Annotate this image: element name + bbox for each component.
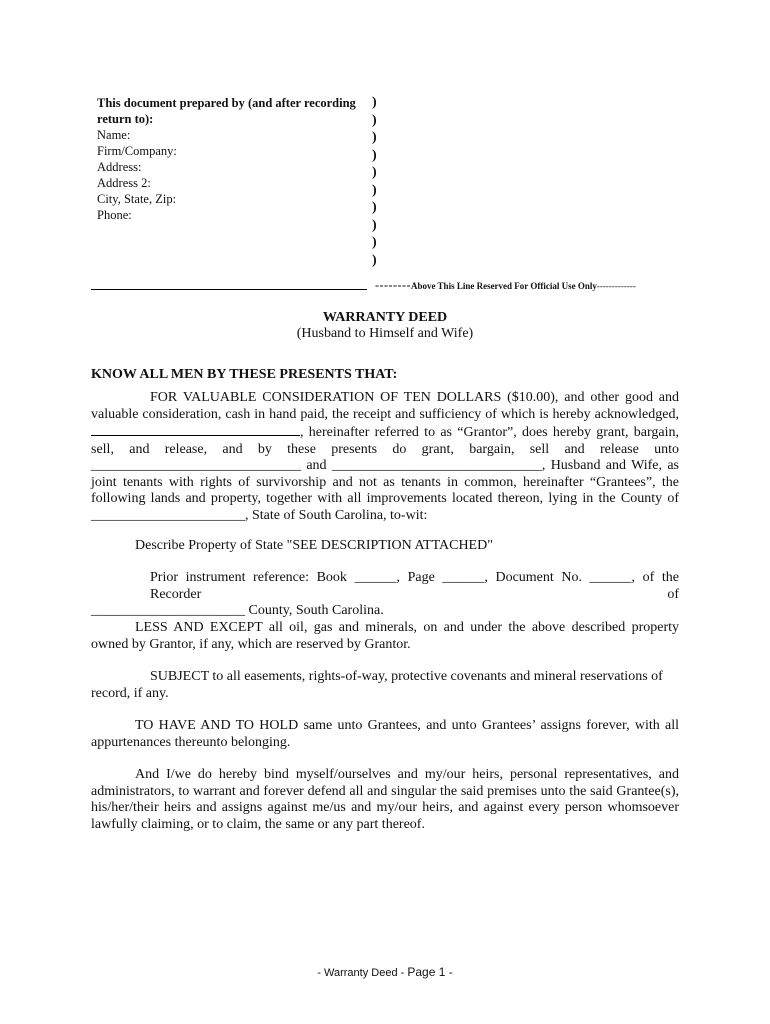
consideration-line-1: FOR VALUABLE CONSIDERATION OF TEN DOLLARS ($10.00), and other good and xyxy=(150,390,679,405)
paren: ) xyxy=(372,147,377,163)
consideration-line-5 xyxy=(91,458,679,475)
state-clause: , State of South Carolina, to-wit: xyxy=(245,507,428,523)
grantee-husband-blank[interactable]: ______________________________ xyxy=(91,458,301,473)
field-firm-label: Firm/Company: xyxy=(97,144,177,158)
prior-instrument-paragraph xyxy=(91,570,679,620)
field-name-label: Name: xyxy=(97,128,131,142)
preparer-signature-line xyxy=(91,289,367,290)
consideration-line-2: valuable consideration, cash in hand paid, the receipt and sufficiency of which is hereby acknowledged, xyxy=(91,406,679,422)
field-city-state-zip-label: City, State, Zip: xyxy=(97,192,177,206)
page-footer xyxy=(0,965,770,979)
subject-to-line-2: record, if any. xyxy=(91,685,169,701)
prior-county-clause: County, South Carolina. xyxy=(245,603,384,618)
reserved-dashes: -------- xyxy=(375,278,411,292)
grantor-name-blank[interactable] xyxy=(91,423,300,436)
consideration-paragraph xyxy=(91,390,679,524)
field-phone-label: Phone: xyxy=(97,208,132,222)
paren: ) xyxy=(372,217,377,233)
prior-county-blank[interactable]: ______________________ xyxy=(91,603,245,618)
grantor-clause: , hereinafter referred to as “Grantor”, does hereby grant, bargain, xyxy=(300,425,679,440)
document-title: WARRANTY DEED xyxy=(322,310,448,325)
intro-heading: KNOW ALL MEN BY THESE PRESENTS THAT: xyxy=(91,367,398,382)
return-to-heading: return to): xyxy=(97,112,154,126)
paren: ) xyxy=(372,165,377,180)
consideration-line-3 xyxy=(91,423,679,442)
describe-property-line: Describe Property of State "SEE DESCRIPTION ATTACHED" xyxy=(135,538,493,553)
field-address2-label: Address 2: xyxy=(97,176,151,190)
husband-wife-clause: , Husband and Wife, as xyxy=(541,458,679,473)
paren: ) xyxy=(372,252,377,268)
paren: ) xyxy=(372,235,377,250)
county-blank[interactable]: ______________________ xyxy=(91,507,245,523)
grantee-wife-blank[interactable]: ______________________________ xyxy=(331,458,542,473)
parenthesis-column xyxy=(372,94,377,269)
consideration-line-4: sell, and release, and by these presents do grant, bargain, sell and release unto xyxy=(91,441,679,457)
prior-instrument-line-1: Prior instrument reference: Book ______, Page ______, Document No. ______, of the Recorder of xyxy=(150,570,679,602)
paren: ) xyxy=(372,182,377,198)
paren: ) xyxy=(372,130,377,145)
and-word: and xyxy=(301,458,332,473)
preparer-block xyxy=(97,95,367,223)
footer-label: - Warranty Deed - xyxy=(317,967,408,979)
consideration-line-6: joint tenants with rights of survivorship and not as tenants in common, hereinafter “Grantees”, the xyxy=(91,474,679,490)
less-and-except-paragraph: LESS AND EXCEPT all oil, gas and minerals, on and under the above described property owned by Grantor, if any, which are reserved by Grantor. xyxy=(91,620,679,652)
prior-instrument-line-2 xyxy=(91,603,679,620)
paren: ) xyxy=(372,95,377,110)
consideration-line-7: following lands and property, together with all improvements located thereon, lying in the County of xyxy=(91,491,679,506)
reserved-text: Above This Line Reserved For Official Use Only xyxy=(410,281,597,291)
footer-page-number: Page 1 - xyxy=(407,965,453,979)
consideration-line-8 xyxy=(91,508,679,525)
warranty-paragraph: And I/we do hereby bind myself/ourselves and my/our heirs, personal representatives, and administrators, to warrant and forever defend all and singular the said premises unto the said Grantee(s), his/her/their heirs and assigns against me/us and my/our heirs, and against every person whomsoever lawfully claiming, or to claim, the same or any part thereof. xyxy=(91,767,679,832)
reserved-official-use-notice xyxy=(375,278,636,293)
document-subtitle: (Husband to Himself and Wife) xyxy=(296,326,474,341)
subject-to-paragraph xyxy=(91,669,679,702)
prepared-by-heading: This document prepared by (and after recording xyxy=(97,96,356,110)
paren: ) xyxy=(372,200,377,215)
field-address-label: Address: xyxy=(97,160,142,174)
paren: ) xyxy=(372,112,377,128)
habendum-paragraph: TO HAVE AND TO HOLD same unto Grantees, and unto Grantees’ assigns forever, with all appurtenances thereunto belonging. xyxy=(91,718,679,750)
reserved-tail: ------------- xyxy=(596,281,636,291)
subject-to-line-1: SUBJECT to all easements, rights-of-way, protective covenants and mineral reservations of xyxy=(150,669,663,684)
